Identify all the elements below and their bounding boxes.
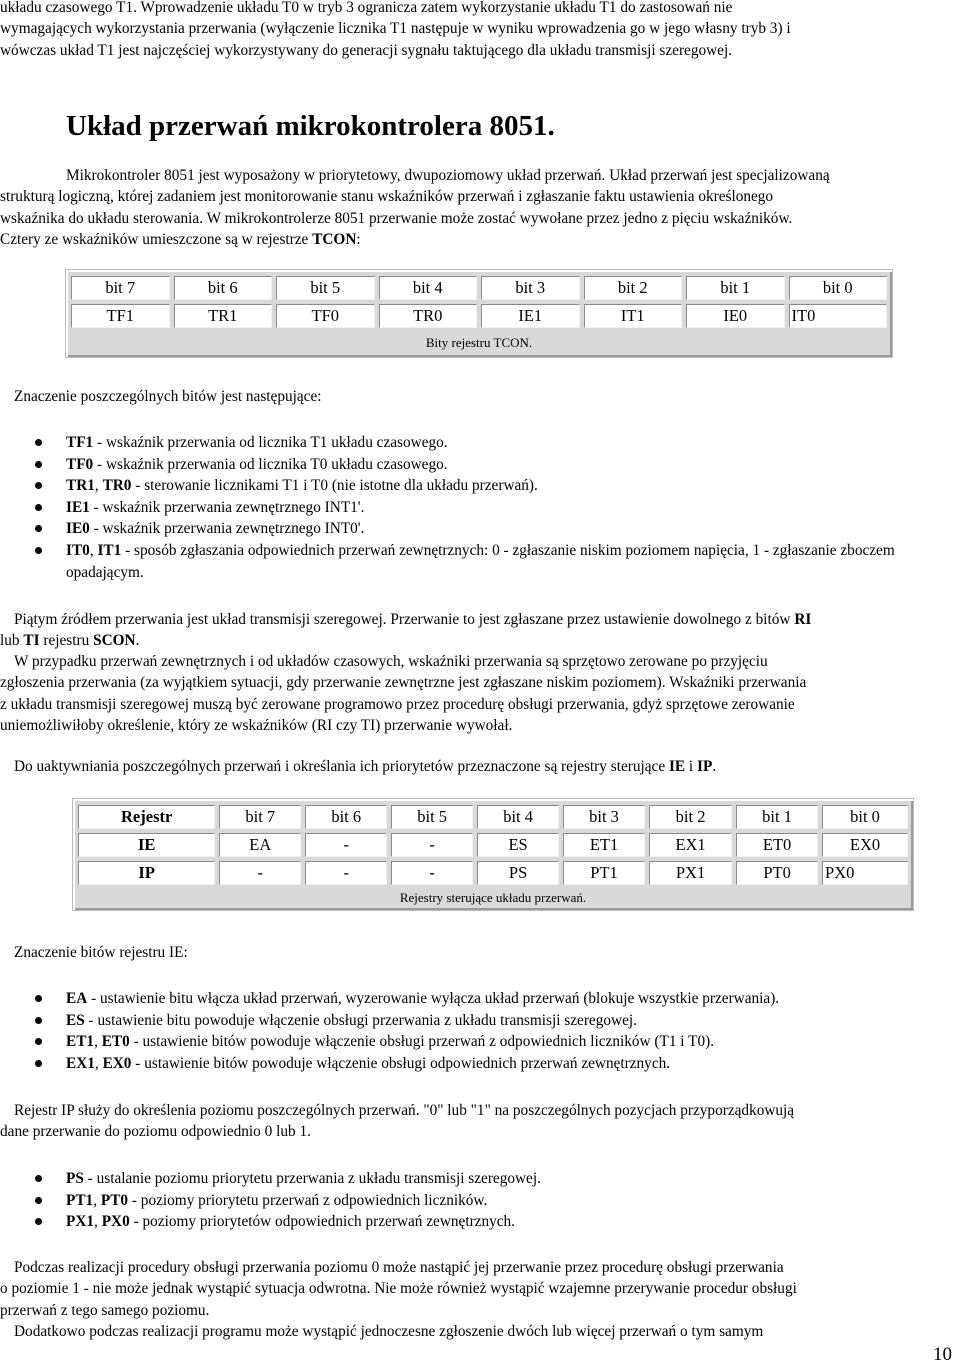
intro-paragraph [0,0,948,61]
table-cell: EX1 [649,833,732,857]
description-line-1: Mikrokontroler 8051 jest wyposażony w priorytetowy, dwupoziomowy układ przerwań. Układ przerwań jest specjalizowaną [66,167,830,184]
table-cell: EA [219,833,301,857]
table-cell: bit 3 [563,805,645,829]
table-cell: - [219,861,301,885]
table-cell: bit 3 [481,276,580,300]
table-cell: ET1 [563,833,645,857]
list-item: TF1 - wskaźnik przerwania od licznika T1 układu czasowego. [0,432,900,454]
table-cell: bit 0 [822,805,908,829]
table-cell: TF0 [276,304,375,328]
intro-line-1: układu czasowego T1. Wprowadzenie układu T0 w tryb 3 ogranicza zatem wykorzystanie układu T1 do zastosowań nie [0,0,733,16]
table-cell: bit 2 [584,276,683,300]
table-cell: IT0 [789,304,888,328]
table-cell: IE1 [481,304,580,328]
table-cell: ES [477,833,559,857]
ie-bits-list [0,988,900,1074]
list-item: ET1, ET0 - ustawienie bitów powoduje włączenie obsługi przerwań z odpowiednich liczników (T1 i T0). [0,1031,900,1053]
control-ip-row [78,861,908,885]
table-cell: bit 1 [686,276,785,300]
bullet-icon [35,439,42,446]
tcon-bits-table [67,272,891,332]
list-item: PT1, PT0 - poziomy priorytetu przerwań z odpowiednich liczników. [0,1190,900,1212]
table-cell: - [391,833,473,857]
list-item: IE0 - wskaźnik przerwania zewnętrznego INT0'. [0,518,900,540]
description-line-4: Cztery ze wskaźników umieszczone są w rejestrze TCON: [0,231,361,249]
bullet-icon [35,1175,42,1182]
reset-paragraph: W przypadku przerwań zewnętrznych i od układów czasowych, wskaźniki przerwania są sprzętowo zerowane po przyjęciu zgłoszenia przerwania (za wyjątkiem sytuacji, gdy przerwanie zewnętrzne jest zgłaszane niskim poziomem). Wskaźniki przerwania z układu transmisji szeregowej muszą być zerowane programowo przez procedurę obsługi przerwania, gdyż sprzętowe zerowanie uniemożliwiłoby określenie, który ze wskaźników (RI czy TI) przerwanie wywołał. [0,653,807,735]
table-cell: PX1 [649,861,732,885]
bullet-icon [35,461,42,468]
bullet-icon [35,1060,42,1067]
list-item: ES - ustawienie bitu powoduje włączenie obsługi przerwania z układu transmisji szeregowej. [0,1010,900,1032]
table-cell: bit 1 [736,805,818,829]
ip-bits-list [0,1168,900,1233]
list-item: TF0 - wskaźnik przerwania od licznika T0 układu czasowego. [0,454,900,476]
bullet-icon [35,1197,42,1204]
table-cell: bit 7 [71,276,170,300]
description-paragraph [0,165,948,251]
control-table-caption: Rejestry sterujące układu przerwań. [399,890,587,905]
control-ie-row [78,833,908,857]
table-cell: - [305,861,387,885]
table-cell: IT1 [584,304,683,328]
intro-line-2: wymagających wykorzystania przerwania (wyłączenie licznika T1 następuje w wyniku wprowadzenia go w jego własny tryb 3) i [0,20,791,38]
table-cell: bit 5 [276,276,375,300]
table-cell: bit 6 [174,276,273,300]
table-cell: IE0 [686,304,785,328]
list-item: IE1 - wskaźnik przerwania zewnętrznego INT1'. [0,497,900,519]
table-cell: bit 5 [391,805,473,829]
bullet-icon [35,482,42,489]
table-cell: IP [78,861,215,885]
table-cell: bit 2 [649,805,732,829]
table-cell: PX0 [822,861,908,885]
list-item: PS - ustalanie poziomu priorytetu przerwania z układu transmisji szeregowej. [0,1168,900,1190]
control-registers-paragraph: Do uaktywniania poszczególnych przerwań i określania ich priorytetów przeznaczone są rejestry sterujące IE i IP. [14,758,717,775]
list-item: PX1, PX0 - poziomy priorytetów odpowiednich przerwań zewnętrznych. [0,1211,900,1233]
table-cell: TR1 [174,304,273,328]
section-title: Układ przerwań mikrokontrolera 8051. [66,110,555,142]
list-item: EA - ustawienie bitu włącza układ przerwań, wyzerowanie wyłącza układ przerwań (blokuje wszystkie przerwania). [0,988,900,1010]
list-item: TR1, TR0 - sterowanie licznikami T1 i T0 (nie istotne dla układu przerwań). [0,475,900,497]
tcon-values-row [71,304,887,328]
bullet-icon [35,547,42,554]
description-line-2: strukturą logiczną, której zadaniem jest monitorowanie stanu wskaźników przerwań i zgłaszanie faktu ustawienia określonego [0,188,774,206]
table-cell: - [391,861,473,885]
control-header-row [78,805,908,829]
table-cell: PS [477,861,559,885]
ip-paragraph: Rejestr IP służy do określenia poziomu poszczególnych przerwań. "0" lub "1" na poszczególnych pozycjach przyporządkowują dane przerwanie do poziomu odpowiednio 0 lub 1. [0,1102,795,1141]
table-cell: EX0 [822,833,908,857]
tcon-meaning-intro: Znaczenie poszczególnych bitów jest następujące: [14,388,322,405]
bullet-icon [35,504,42,511]
table-cell: TF1 [71,304,170,328]
tcon-register-name: TCON [312,231,357,249]
table-cell: bit 4 [477,805,559,829]
table-cell: ET0 [736,833,818,857]
description-line-3: wskaźnika do układu sterowania. W mikrokontrolerze 8051 przerwanie może zostać wywołane przez jedno z pięciu wskaźników. [0,209,793,227]
serial-paragraph: Piątym źródłem przerwania jest układ transmisji szeregowej. Przerwanie to jest zgłaszane przez ustawienie dowolnego z bitów RI lub TI rejestru SCON. [0,611,812,650]
list-item: EX1, EX0 - ustawienie bitów powoduje włączenie obsługi odpowiednich przerwań zewnętrznych. [0,1053,900,1075]
table-cell: bit 4 [379,276,478,300]
table-cell: PT0 [736,861,818,885]
table-cell: Rejestr [78,805,215,829]
table-cell: bit 7 [219,805,301,829]
table-cell: TR0 [379,304,478,328]
bullet-icon [35,995,42,1002]
ie-intro: Znaczenie bitów rejestru IE: [14,944,188,961]
table-cell: IE [78,833,215,857]
list-item: IT0, IT1 - sposób zgłaszania odpowiednich przerwań zewnętrznych: 0 - zgłaszanie niskim poziomem napięcia, 1 - zgłaszanie zboczem opadającym. [0,540,900,583]
bullet-icon [35,1218,42,1225]
final-paragraph: Podczas realizacji procedury obsługi przerwania poziomu 0 może nastąpić jej przerwanie przez procedurę obsługi przerwania o poziomie 1 - nie może jednak wystąpić sytuacja odwrotna. Nie może również wystąpić wzajemne przerywanie procedur obsługi przerwań z tego samego poziomu. Dodatkowo podczas realizacji programu może wystąpić jednoczesne zgłoszenie dwóch lub więcej przerwań o tym samym [0,1259,797,1341]
tcon-table-caption: Bity rejestru TCON. [425,335,533,350]
intro-line-3: wówczas układ T1 jest najczęściej wykorzystywany do generacji sygnału taktującego dla układu transmisji szeregowej. [0,41,733,59]
bullet-icon [35,525,42,532]
table-cell: bit 6 [305,805,387,829]
bullet-icon [35,1017,42,1024]
page-number: 10 [933,1344,952,1365]
tcon-bits-list [0,432,900,583]
table-cell: bit 0 [789,276,888,300]
table-cell: - [305,833,387,857]
table-cell: PT1 [563,861,645,885]
bullet-icon [35,1038,42,1045]
control-registers-table [74,801,912,889]
tcon-header-row [71,276,887,300]
